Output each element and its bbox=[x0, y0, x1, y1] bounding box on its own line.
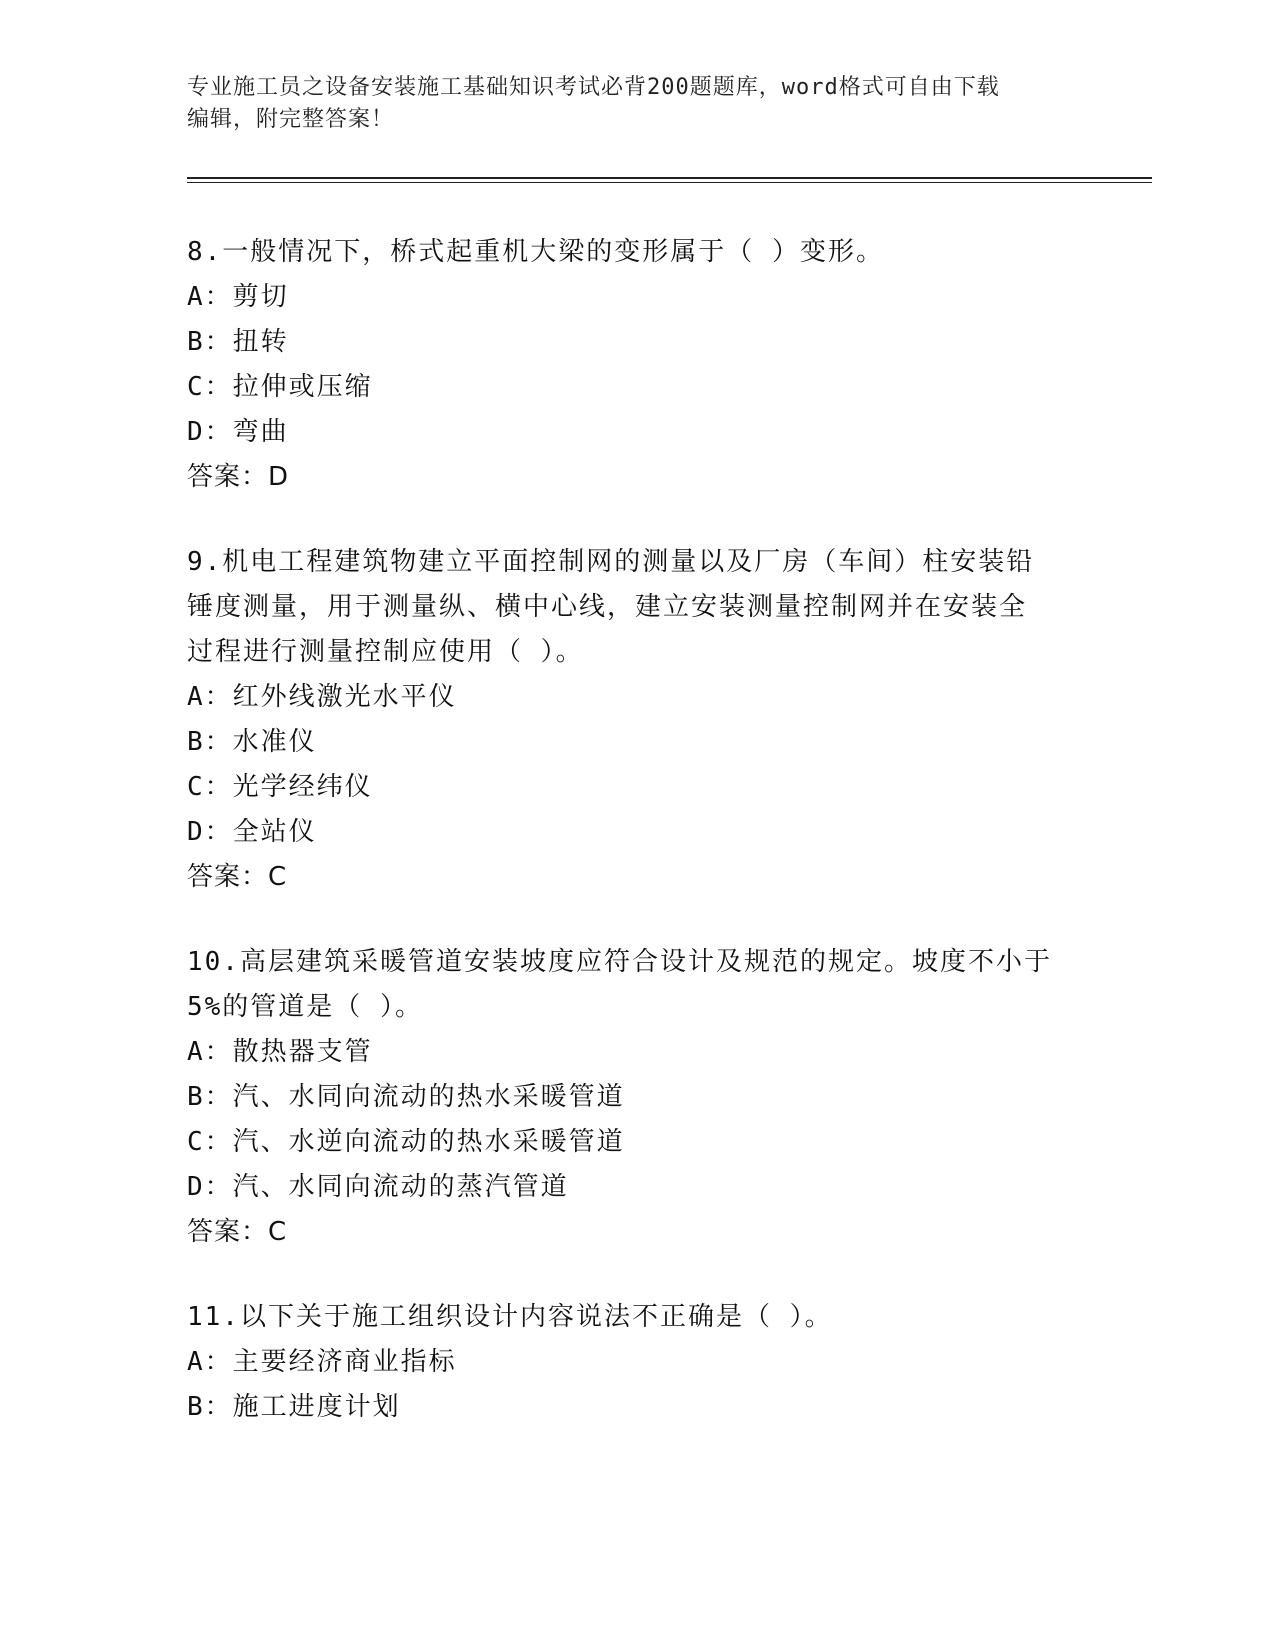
header-line-1: 专业施工员之设备安装施工基础知识考试必背200题题库，word格式可自由下载 bbox=[187, 75, 1000, 100]
option-d: D：全站仪 bbox=[187, 817, 317, 847]
option-a: A：红外线激光水平仪 bbox=[187, 682, 457, 712]
header-divider-bottom bbox=[187, 182, 1152, 183]
option-c: C：汽、水逆向流动的热水采暖管道 bbox=[187, 1127, 625, 1157]
option-b: B：扭转 bbox=[187, 327, 289, 357]
question-stem: 11.以下关于施工组织设计内容说法不正确是（ ）。 bbox=[187, 1302, 833, 1332]
question-list bbox=[187, 230, 1087, 1470]
header-line-2: 编辑，附完整答案！ bbox=[187, 107, 395, 132]
option-d: D：汽、水同向流动的蒸汽管道 bbox=[187, 1172, 569, 1202]
option-b: B：施工进度计划 bbox=[187, 1392, 401, 1422]
question-stem-line-1: 10.高层建筑采暖管道安装坡度应符合设计及规范的规定。坡度不小于 bbox=[187, 947, 1052, 977]
question-stem-line-1: 9.机电工程建筑物建立平面控制网的测量以及厂房（车间）柱安装铅 bbox=[187, 547, 1035, 577]
question-11 bbox=[187, 1295, 1087, 1430]
option-c: C：光学经纬仪 bbox=[187, 772, 373, 802]
answer: 答案：D bbox=[187, 462, 290, 492]
option-b: B：汽、水同向流动的热水采暖管道 bbox=[187, 1082, 625, 1112]
option-c: C：拉伸或压缩 bbox=[187, 372, 373, 402]
question-10 bbox=[187, 940, 1087, 1255]
option-a: A：散热器支管 bbox=[187, 1037, 373, 1067]
document-header bbox=[187, 72, 1087, 136]
question-stem: 8.一般情况下，桥式起重机大梁的变形属于（ ）变形。 bbox=[187, 237, 884, 267]
question-8 bbox=[187, 230, 1087, 500]
question-stem-line-3: 过程进行测量控制应使用（ ）。 bbox=[187, 637, 584, 667]
answer: 答案：C bbox=[187, 862, 288, 892]
option-a: A：主要经济商业指标 bbox=[187, 1347, 457, 1377]
question-9 bbox=[187, 540, 1087, 900]
question-stem-line-2: 锤度测量，用于测量纵、横中心线，建立安装测量控制网并在安装全 bbox=[187, 592, 1028, 622]
answer: 答案：C bbox=[187, 1217, 288, 1247]
option-b: B：水准仪 bbox=[187, 727, 317, 757]
header-divider-top bbox=[187, 177, 1152, 179]
option-d: D：弯曲 bbox=[187, 417, 289, 447]
question-stem-line-2: 5%的管道是（ ）。 bbox=[187, 992, 423, 1022]
option-a: A：剪切 bbox=[187, 282, 289, 312]
